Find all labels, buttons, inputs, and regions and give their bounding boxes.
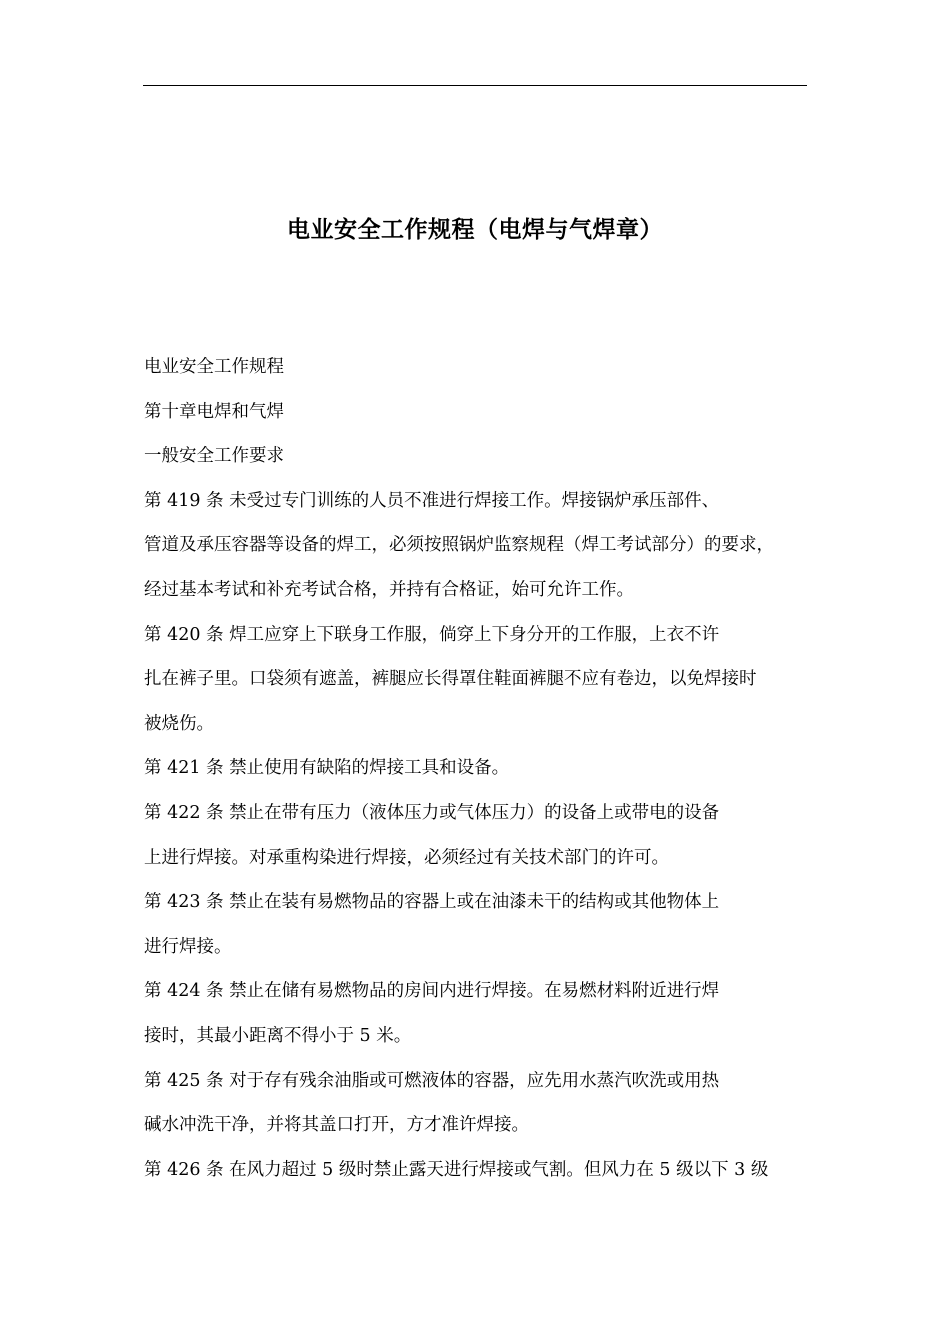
body-line: 经过基本考试和补充考试合格，并持有合格证，始可允许工作。 — [144, 579, 634, 600]
body-line: 进行焊接。 — [144, 936, 232, 957]
header-rule — [143, 85, 807, 86]
body-line: 第 424 条 禁止在储有易燃物品的房间内进行焊接。在易燃材料附近进行焊 — [144, 981, 720, 1002]
body-line: 接时，其最小距离不得小于 5 米。 — [144, 1025, 412, 1046]
body-line: 扎在裤子里。口袋须有遮盖，裤腿应长得罩住鞋面裤腿不应有卷边，以免焊接时 — [144, 669, 757, 690]
body-line: 第 419 条 未受过专门训练的人员不准进行焊接工作。焊接锅炉承压部件、 — [144, 490, 720, 511]
body-line: 第 426 条 在风力超过 5 级时禁止露天进行焊接或气割。但风力在 5 级以下 3 级 — [144, 1159, 769, 1180]
document-body — [144, 351, 808, 1198]
body-line: 第 420 条 焊工应穿上下联身工作服，倘穿上下身分开的工作服，上衣不许 — [144, 624, 720, 645]
body-line: 上进行焊接。对承重构染进行焊接，必须经过有关技术部门的许可。 — [144, 847, 669, 868]
body-line: 碱水冲洗干净，并将其盖口打开，方才准许焊接。 — [144, 1115, 529, 1136]
body-line: 第 421 条 禁止使用有缺陷的焊接工具和设备。 — [144, 758, 510, 779]
body-line: 管道及承压容器等设备的焊工，必须按照锅炉监察规程（焊工考试部分）的要求， — [144, 535, 774, 556]
body-line: 电业安全工作规程 — [144, 357, 284, 377]
body-line: 第 425 条 对于存有残余油脂或可燃液体的容器，应先用水蒸汽吹洗或用热 — [144, 1070, 720, 1091]
body-line: 一般安全工作要求 — [144, 446, 284, 467]
body-line: 被烧伤。 — [144, 713, 214, 734]
document-title: 电业安全工作规程（电焊与气焊章） — [287, 217, 663, 243]
body-line: 第十章电焊和气焊 — [144, 401, 284, 422]
body-line: 第 423 条 禁止在装有易燃物品的容器上或在油漆未干的结构或其他物体上 — [144, 892, 720, 913]
body-line: 第 422 条 禁止在带有压力（液体压力或气体压力）的设备上或带电的设备 — [144, 802, 720, 823]
